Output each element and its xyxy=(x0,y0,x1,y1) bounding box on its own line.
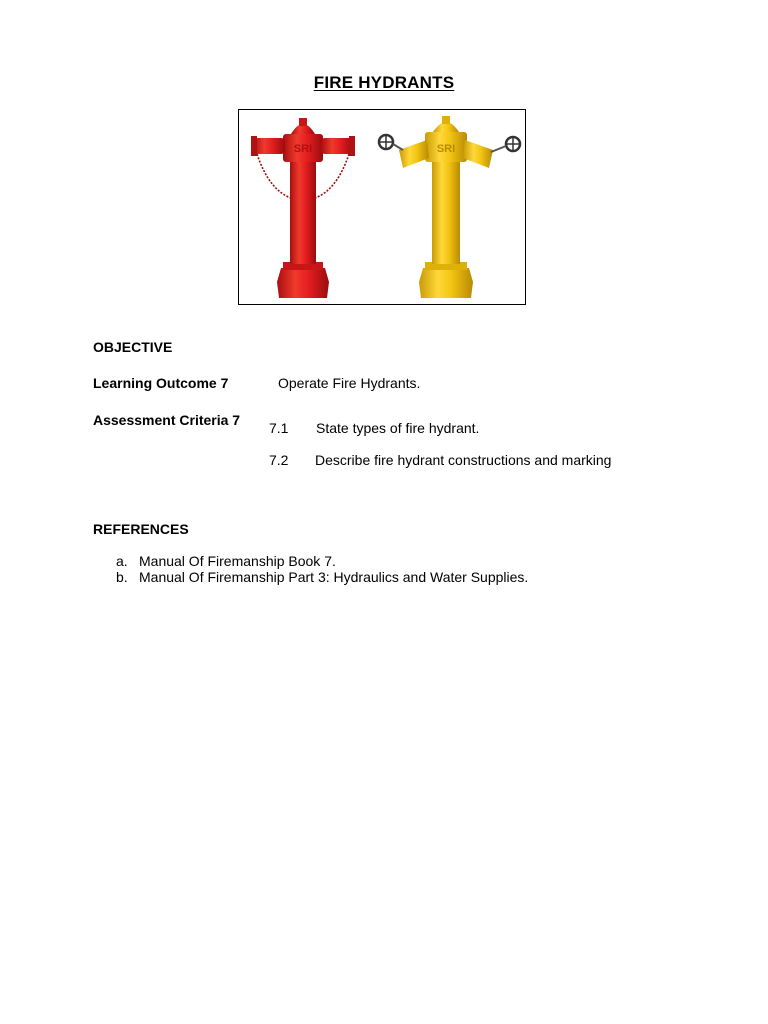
reference-letter: b. xyxy=(116,569,128,585)
reference-text: Manual Of Firemanship Book 7. xyxy=(139,553,336,569)
reference-text: Manual Of Firemanship Part 3: Hydraulics and Water Supplies. xyxy=(139,569,529,585)
references-list xyxy=(116,553,528,585)
page-title: FIRE HYDRANTS xyxy=(313,73,455,92)
criterion-number-1: 7.1 xyxy=(269,420,289,436)
objective-heading: OBJECTIVE xyxy=(93,339,173,355)
references-heading: REFERENCES xyxy=(93,521,189,537)
learning-outcome-label: Learning Outcome 7 xyxy=(93,375,229,391)
learning-outcome-text: Operate Fire Hydrants. xyxy=(278,375,421,391)
criterion-number-2: 7.2 xyxy=(269,452,289,468)
criterion-text-1: State types of fire hydrant. xyxy=(316,420,480,436)
red-hydrant xyxy=(251,118,355,298)
list-item xyxy=(116,553,528,569)
assessment-criteria-label: Assessment Criteria 7 xyxy=(93,412,241,428)
fire-hydrants-figure xyxy=(238,109,526,305)
red-hydrant-marking: SRI xyxy=(293,143,313,155)
hydrants-illustration xyxy=(239,110,525,304)
yellow-hydrant-marking: SRI xyxy=(436,143,456,155)
criterion-text-2: Describe fire hydrant constructions and marking xyxy=(315,452,612,468)
yellow-hydrant xyxy=(379,116,520,298)
reference-letter: a. xyxy=(116,553,128,569)
list-item xyxy=(116,569,528,585)
